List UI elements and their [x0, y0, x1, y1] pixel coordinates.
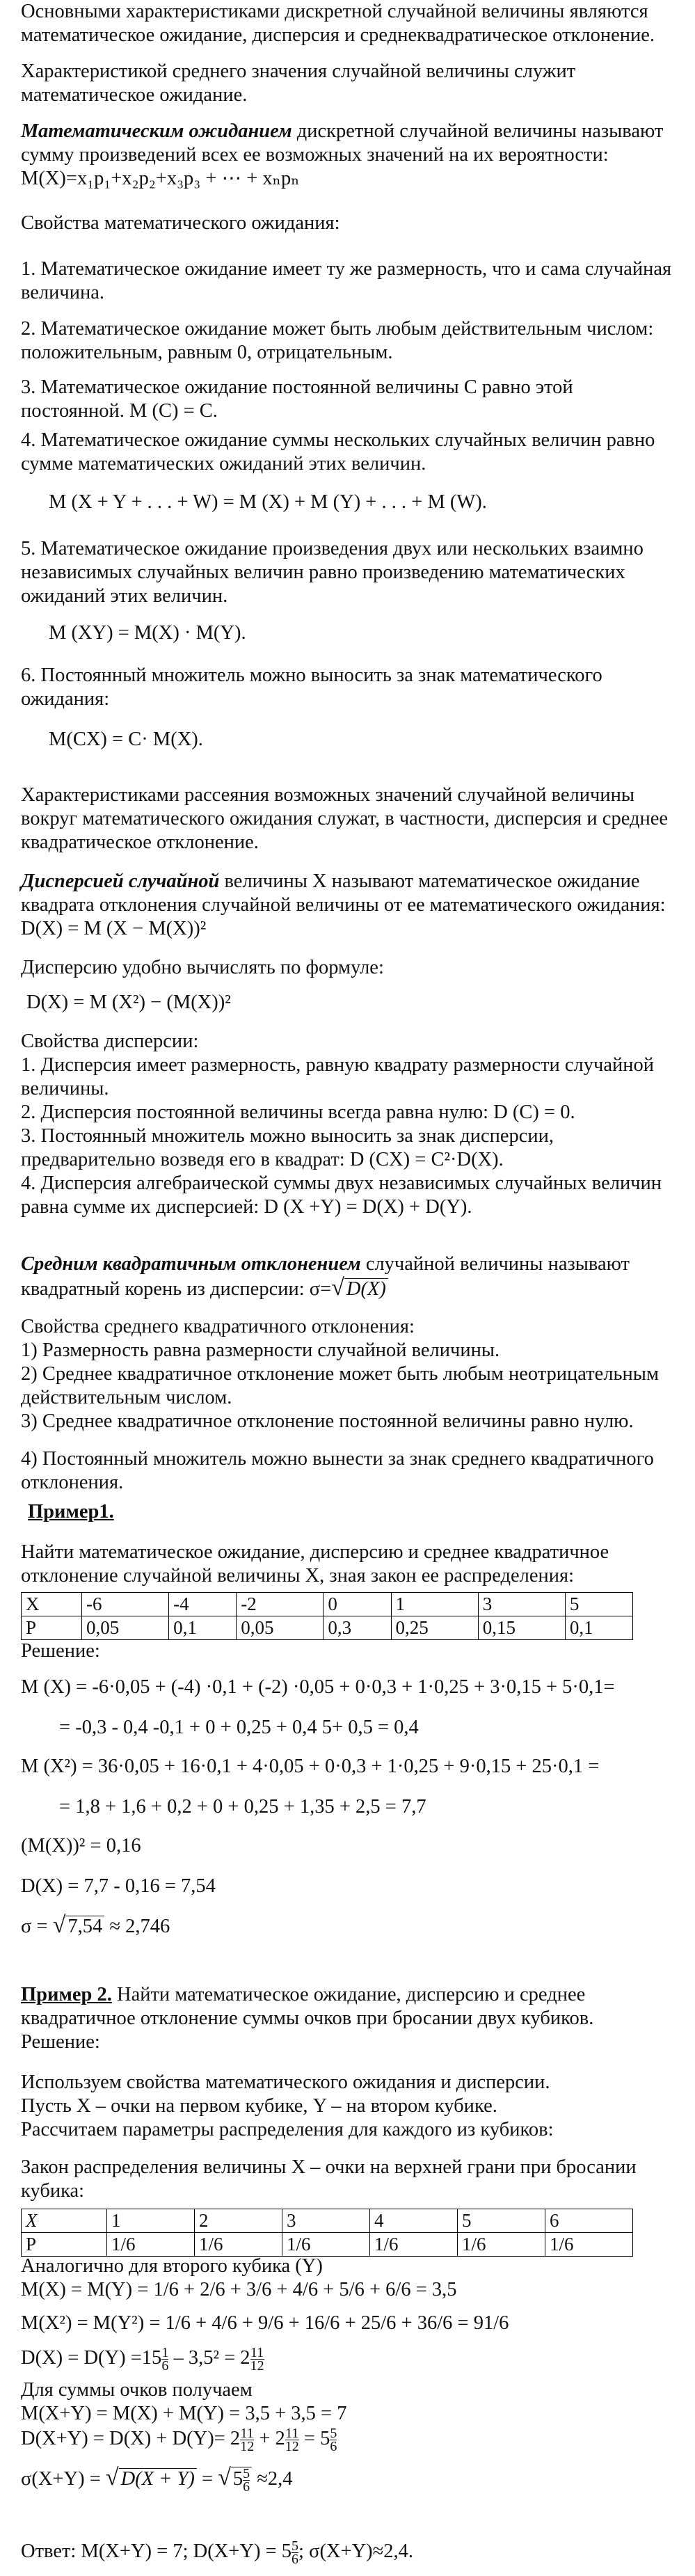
table-cell: 6: [545, 2209, 633, 2233]
table-cell: P: [22, 2233, 107, 2257]
example2-solution-label: Решение:: [21, 2031, 100, 2053]
table-cell: 1/6: [282, 2233, 370, 2257]
dispersion-def-formula: D(X) = M (X − M(X))²: [21, 918, 207, 939]
table-cell: 3: [282, 2209, 370, 2233]
table-cell: 1: [391, 1593, 478, 1616]
table-cell: 1/6: [195, 2233, 282, 2257]
stddev-prop-2: 2) Среднее квадратичное отклонение может быть любым неотрицательным действительным числом.: [21, 1363, 659, 1408]
table-row: [22, 2209, 633, 2233]
example2-step-6: M(X) = M(Y) = 1/6 + 2/6 + 3/6 + 4/6 + 5/6 + 6/6 = 3,5: [21, 2279, 457, 2300]
table-cell: 0: [323, 1593, 391, 1616]
table-cell: 0,25: [391, 1616, 478, 1640]
table-cell: X: [22, 2209, 107, 2233]
stddev-definition: Средним квадратичным отклонением случайной величины называют квадратный корень из дисперсии: σ=√ D(X): [21, 1253, 630, 1301]
example1-line-1: M (X) = -6·0,05 + (-4) ·0,1 + (-2) ·0,05 + 0·0,3 + 1·0,25 + 3·0,15 + 5·0,1=: [21, 1676, 615, 1698]
table-cell: 0,05: [237, 1616, 323, 1640]
example2-step-12: σ(X+Y) = √ D(X + Y) = √ 5 $\frac{5}{6}$ ≈2,4: [21, 2465, 293, 2495]
expectation-prop-1: 1. Математическое ожидание имеет ту же размерность, что и сама случайная величина.: [21, 258, 672, 303]
table-cell: 5: [458, 2209, 545, 2233]
example1-solution-label: Решение:: [21, 1640, 100, 1662]
table-cell: 0,15: [478, 1616, 565, 1640]
dispersion-prop-2: 2. Дисперсия постоянной величины всегда равна нулю: D (С) = 0.: [21, 1102, 575, 1123]
table-cell: 0,05: [82, 1616, 169, 1640]
example2-heading: Пример 2. Найти математическое ожидание, дисперсию и среднее квадратичное отклонение суммы очков при бросании двух кубиков.: [21, 1984, 594, 2029]
expectation-prop-5-formula: М (XY) = M(X) · M(Y).: [49, 622, 246, 644]
example1-line-6: D(X) = 7,7 - 0,16 = 7,54: [21, 1875, 216, 1897]
expectation-prop-6: 6. Постоянный множитель можно выносить за знак математического ожидания:: [21, 665, 602, 710]
example1-line-4: = 1,8 + 1,6 + 0,2 + 0 + 0,25 + 1,35 + 2,5 = 7,7: [59, 1796, 426, 1818]
dispersion-props-title: Свойства дисперсии:: [21, 1031, 199, 1052]
example2-step-10: M(X+Y) = M(X) + M(Y) = 3,5 + 3,5 = 7: [21, 2403, 347, 2424]
table-cell: P: [22, 1616, 82, 1640]
example1-title: Пример1.: [28, 1501, 114, 1522]
stddev-prop-1: 1) Размерность равна размерности случайной величины.: [21, 1339, 500, 1361]
example2-distribution-table: [21, 2209, 633, 2257]
example1-line-5: (M(X))² = 0,16: [21, 1835, 141, 1857]
stddev-prop-4: 4) Постоянный множитель можно вынести за знак среднего квадратичного отклонения.: [21, 1448, 654, 1493]
example2-step-4: Закон распределения величины X – очки на верхней грани при бросании кубика:: [21, 2156, 637, 2202]
example2-step-5: Аналогично для второго кубика (Y): [21, 2255, 323, 2277]
dispersion-calc-formula: D(X) = M (X²) − (M(X))²: [26, 992, 231, 1013]
table-cell: 0,3: [323, 1616, 391, 1640]
table-cell: -4: [169, 1593, 237, 1616]
expectation-term: Математическим ожиданием: [21, 120, 292, 142]
example1-distribution-table: [21, 1592, 633, 1640]
intro-paragraph-1: Основными характеристиками дискретной случайной величины являются математическое ожидание, дисперсия и среднеквадратическое отклонение.: [21, 1, 655, 46]
table-cell: 1/6: [107, 2233, 195, 2257]
dispersion-intro: Характеристиками рассеяния возможных значений случайной величины вокруг математического ожидания служат, в частности, дисперсия и среднее квадратическое отклонение.: [21, 784, 669, 853]
stddev-prop-3: 3) Среднее квадратичное отклонение постоянной величины равно нулю.: [21, 1410, 634, 1432]
dispersion-prop-1: 1. Дисперсия имеет размерность, равную квадрату размерности случайной величины.: [21, 1054, 655, 1099]
dispersion-definition: Дисперсией случайной величины X называют математическое ожидание квадрата отклонения случайной величины от ее математического ожидания:: [21, 870, 666, 916]
table-cell: 2: [195, 2209, 282, 2233]
table-cell: 0,1: [565, 1616, 632, 1640]
example2-step-11: D(X+Y) = D(X) + D(Y)= 2 $\frac{11}{12}$ + 2 $\frac{11}{12}$ = 5 $\frac{5}{6}$: [21, 2426, 337, 2454]
example2-answer: Ответ: M(X+Y) = 7; D(X+Y) = 5 $\frac{5}{6}$ ; σ(X+Y)≈2,4.: [21, 2538, 414, 2567]
expectation-prop-4-formula: М (X + Y + . . . + W) = М (X) + М (Y) + . . . + М (W).: [49, 491, 487, 513]
example1-line-7: σ = √ 7,54 ≈ 2,746: [21, 1912, 170, 1938]
stddev-term: Средним квадратичным отклонением: [21, 1253, 361, 1275]
dispersion-prop-4: 4. Дисперсия алгебраической суммы двух независимых случайных величин равна сумме их дисперсией: D (X +Y) = D(X) + D(Y).: [21, 1172, 662, 1218]
table-row: [22, 1593, 633, 1616]
example2-step-7: M(X²) = M(Y²) = 1/6 + 4/6 + 9/6 + 16/6 + 25/6 + 36/6 = 91/6: [21, 2312, 509, 2334]
dispersion-prop-3: 3. Постоянный множитель можно выносить за знак дисперсии, предварительно возведя его в квадрат: D (СX) = С²·D(X).: [21, 1125, 554, 1170]
expectation-formula: M(X)=x₁p₁+x₂p₂+x₃p₃ + ⋯ + xₙpₙ: [21, 168, 300, 189]
example2-step-9: Для суммы очков получаем: [21, 2379, 253, 2401]
table-cell: 4: [370, 2209, 458, 2233]
dispersion-term: Дисперсией случайной: [21, 870, 220, 892]
example2-step-2: Пусть X – очки на первом кубике, Y – на втором кубике.: [21, 2095, 497, 2117]
table-cell: -6: [82, 1593, 169, 1616]
table-cell: X: [22, 1593, 82, 1616]
expectation-prop-3: 3. Математическое ожидание постоянной величины С равно этой постоянной. М (С) = С.: [21, 376, 573, 422]
expectation-props-title: Свойства математического ожидания:: [21, 212, 340, 234]
example2-step-1: Используем свойства математического ожидания и дисперсии.: [21, 2072, 550, 2093]
stddev-radicand: D(X): [344, 1278, 388, 1300]
table-row: [22, 1616, 633, 1640]
table-cell: 0,1: [169, 1616, 237, 1640]
table-cell: 1/6: [370, 2233, 458, 2257]
expectation-prop-2: 2. Математическое ожидание может быть любым действительным числом: положительным, равным 0, отрицательным.: [21, 318, 654, 363]
example2-step-8: D(X) = D(Y) =15 $\frac{1}{6}$ – 3,5² = 2 $\frac{11}{12}$: [21, 2345, 264, 2374]
expectation-definition: Математическим ожиданием дискретной случайной величины называют сумму произведений всех ее возможных значений на их вероятности:: [21, 120, 664, 166]
example2-step-3: Рассчитаем параметры распределения для каждого из кубиков:: [21, 2119, 554, 2140]
table-cell: 5: [565, 1593, 632, 1616]
expectation-prop-4: 4. Математическое ожидание суммы нескольких случайных величин равно сумме математических ожиданий этих величин.: [21, 429, 655, 475]
table-cell: 1/6: [545, 2233, 633, 2257]
example1-task: Найти математическое ожидание, дисперсию и среднее квадратичное отклонение случайной величины X, зная закон ее распределения:: [21, 1541, 609, 1587]
stddev-props-title: Свойства среднего квадратичного отклонения:: [21, 1316, 415, 1337]
expectation-prop-6-formula: M(CX) = C· M(X).: [49, 729, 203, 750]
dispersion-calc-text: Дисперсию удобно вычислять по формуле:: [21, 957, 384, 978]
table-cell: -2: [237, 1593, 323, 1616]
example1-line-2: = -0,3 - 0,4 -0,1 + 0 + 0,25 + 0,4 5+ 0,5 = 0,4: [59, 1717, 419, 1738]
expectation-prop-5: 5. Математическое ожидание произведения двух или нескольких взаимно независимых случайных величин равно произведению математических ожиданий этих величин.: [21, 538, 644, 607]
example1-line-3: M (X²) = 36·0,05 + 16·0,1 + 4·0,05 + 0·0,3 + 1·0,25 + 9·0,15 + 25·0,1 =: [21, 1756, 600, 1777]
table-row: [22, 2233, 633, 2257]
table-cell: 3: [478, 1593, 565, 1616]
table-cell: 1: [107, 2209, 195, 2233]
intro-paragraph-2: Характеристикой среднего значения случайной величины служит математическое ожидание.: [21, 61, 576, 106]
example2-title: Пример 2.: [21, 1984, 112, 2005]
table-cell: 1/6: [458, 2233, 545, 2257]
